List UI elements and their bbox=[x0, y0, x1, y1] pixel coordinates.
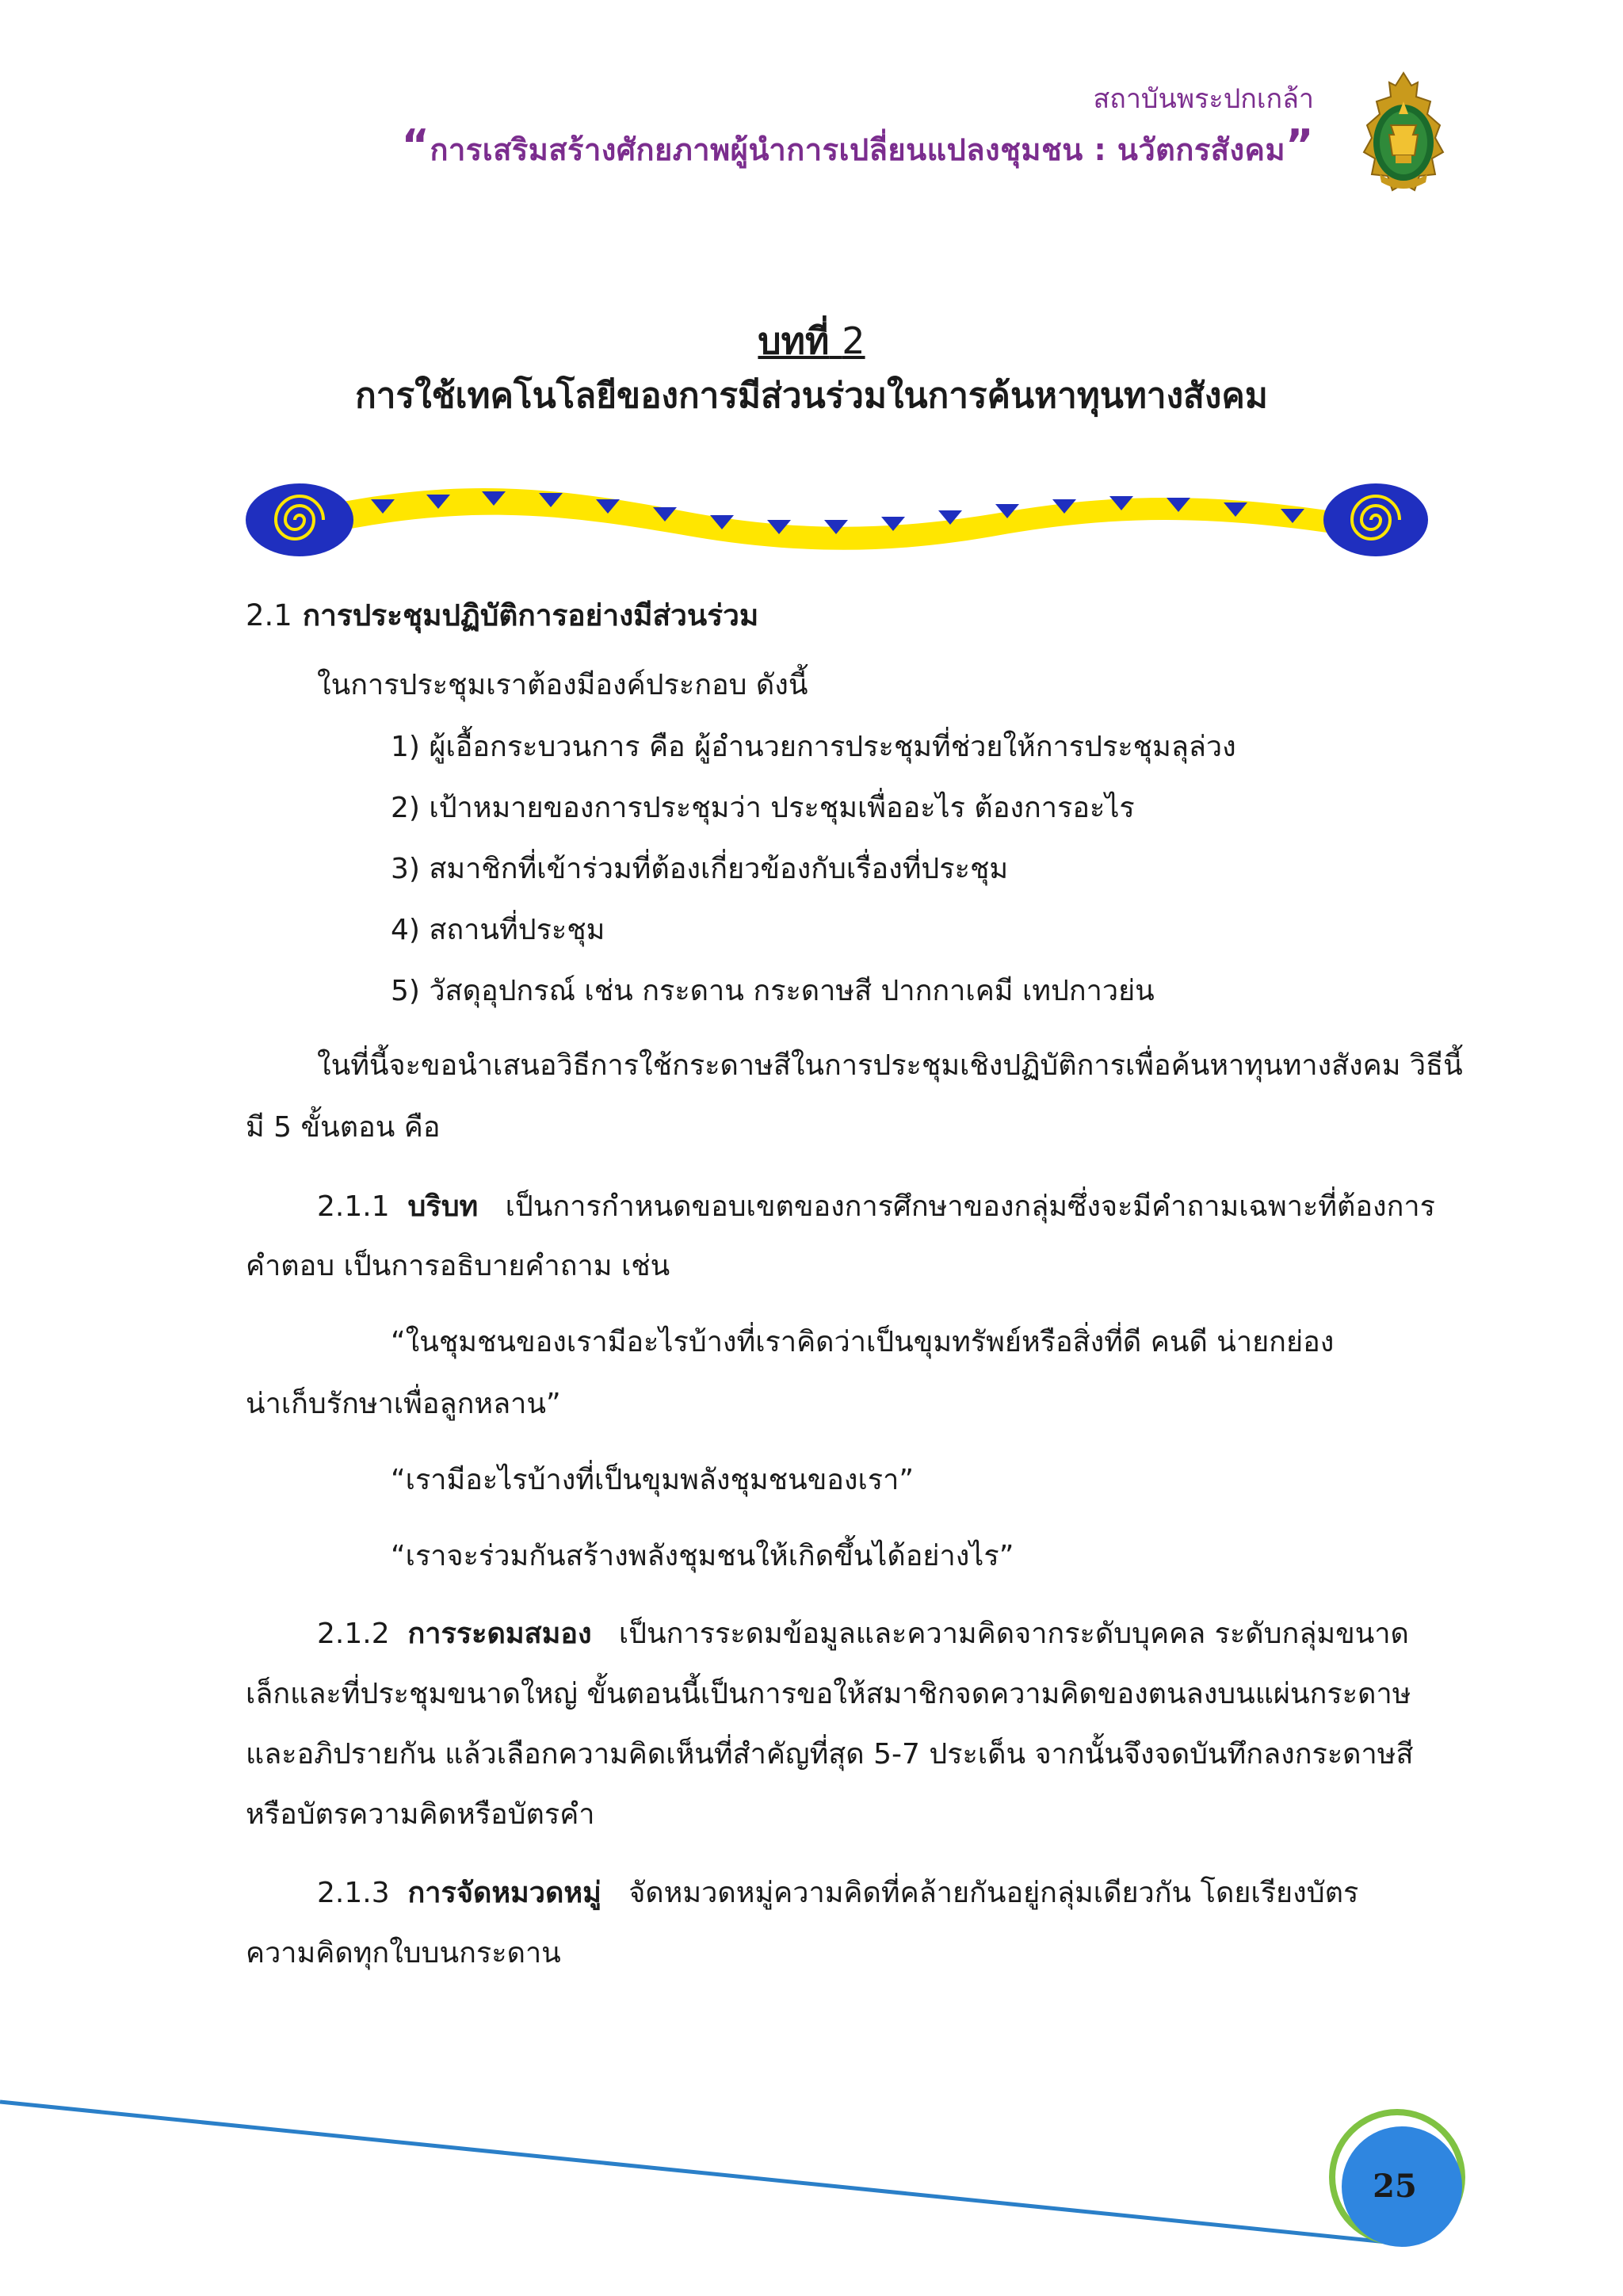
subsection-text: เป็นการระดมข้อมูลและความคิดจากระดับบุคคล ระดับกลุ่มขนาด bbox=[618, 1618, 1409, 1650]
list-item-2: 2) เป้าหมายของการประชุมว่า ประชุมเพื่ออะไร ต้องการอะไร bbox=[391, 792, 1135, 824]
quote-line: “เราจะร่วมกันสร้างพลังชุมชนให้เกิดขึ้นได้อย่างไร” bbox=[391, 1540, 1014, 1572]
chapter-title: การใช้เทคโนโลยีของการมีส่วนร่วมในการค้นหาทุนทางสังคม bbox=[355, 376, 1268, 416]
subsection-2-1-1-line bbox=[317, 1186, 1435, 1228]
section-number: 2.1 bbox=[246, 598, 292, 632]
book-title-text: การเสริมสร้างศักยภาพผู้นำการเปลี่ยนแปลงชุมชน : นวัตกรสังคม bbox=[430, 132, 1285, 167]
list-item-5: 5) วัสดุอุปกรณ์ เช่น กระดาน กระดาษสี ปากกาเคมี เทปกาวย่น bbox=[391, 975, 1155, 1007]
quote-open: “ bbox=[401, 120, 430, 170]
list-item-1: 1) ผู้เอื้อกระบวนการ คือ ผู้อำนวยการประชุมที่ช่วยให้การประชุมลุล่วง bbox=[391, 731, 1236, 763]
subsection-title: บริบท bbox=[407, 1190, 479, 1223]
subsection-number: 2.1.3 bbox=[317, 1877, 390, 1909]
quote-close: ” bbox=[1285, 120, 1314, 170]
section-intro: ในการประชุมเราต้องมีองค์ประกอบ ดังนี้ bbox=[317, 669, 808, 701]
institute-seal-logo bbox=[1359, 70, 1448, 197]
list-item-3: 3) สมาชิกที่เข้าร่วมที่ต้องเกี่ยวข้องกับเรื่องที่ประชุม bbox=[391, 853, 1009, 885]
book-title bbox=[401, 119, 1314, 177]
subsection-2-1-3-line bbox=[317, 1872, 1358, 1915]
chapter-number-line bbox=[0, 313, 1623, 369]
chapter-heading bbox=[0, 313, 1623, 424]
page-header bbox=[401, 79, 1314, 177]
subsection-number: 2.1.1 bbox=[317, 1190, 390, 1223]
subsection-2-1-2-line bbox=[317, 1613, 1409, 1656]
chapter-number: 2 bbox=[842, 319, 865, 362]
quote-line: “เรามีอะไรบ้างที่เป็นขุมพลังชุมชนของเรา” bbox=[391, 1464, 915, 1496]
section-heading bbox=[246, 594, 758, 637]
subsection-text: เป็นการกำหนดขอบเขตของการศึกษาของกลุ่มซึ่งจะมีคำถามเฉพาะที่ต้องการ bbox=[505, 1190, 1435, 1223]
institute-name: สถาบันพระปกเกล้า bbox=[1093, 83, 1314, 115]
paragraph-line: หรือบัตรความคิดหรือบัตรคำ bbox=[246, 1798, 595, 1831]
paragraph-line: มี 5 ขั้นตอน คือ bbox=[246, 1111, 441, 1144]
list-item-4: 4) สถานที่ประชุม bbox=[391, 914, 605, 946]
section-title: การประชุมปฏิบัติการอย่างมีส่วนร่วม bbox=[302, 598, 759, 632]
paragraph-line: ในที่นี้จะขอนำเสนอวิธีการใช้กระดาษสีในการประชุมเชิงปฏิบัติการเพื่อค้นหาทุนทางสังคม วิธีนี้ bbox=[317, 1049, 1463, 1082]
subsection-title: การจัดหมวดหมู่ bbox=[407, 1877, 601, 1909]
quote-line: น่าเก็บรักษาเพื่อลูกหลาน” bbox=[246, 1388, 561, 1420]
paragraph-line: คำตอบ เป็นการอธิบายคำถาม เช่น bbox=[246, 1250, 670, 1282]
paragraph-line: เล็กและที่ประชุมขนาดใหญ่ ขั้นตอนนี้เป็นการขอให้สมาชิกจดความคิดของตนลงบนแผ่นกระดาษ bbox=[246, 1678, 1411, 1710]
subsection-number: 2.1.2 bbox=[317, 1618, 390, 1650]
page-number: 25 bbox=[1373, 2168, 1417, 2205]
chapter-label bbox=[758, 319, 865, 362]
paragraph-line: และอภิปรายกัน แล้วเลือกความคิดเห็นที่สำคัญที่สุด 5-7 ประเด็น จากนั้นจึงจดบันทึกลงกระดาษสี bbox=[246, 1738, 1414, 1771]
subsection-text: จัดหมวดหมู่ความคิดที่คล้ายกันอยู่กลุ่มเดียวกัน โดยเรียงบัตร bbox=[628, 1877, 1359, 1909]
decorative-wave-banner bbox=[244, 476, 1429, 563]
quote-line: “ในชุมชนของเรามีอะไรบ้างที่เราคิดว่าเป็นขุมทรัพย์หรือสิ่งที่ดี คนดี น่ายกย่อง bbox=[391, 1326, 1335, 1358]
chapter-label-text: บทที่ bbox=[758, 319, 830, 362]
subsection-title: การระดมสมอง bbox=[407, 1618, 592, 1650]
paragraph-line: ความคิดทุกใบบนกระดาน bbox=[246, 1937, 561, 1969]
